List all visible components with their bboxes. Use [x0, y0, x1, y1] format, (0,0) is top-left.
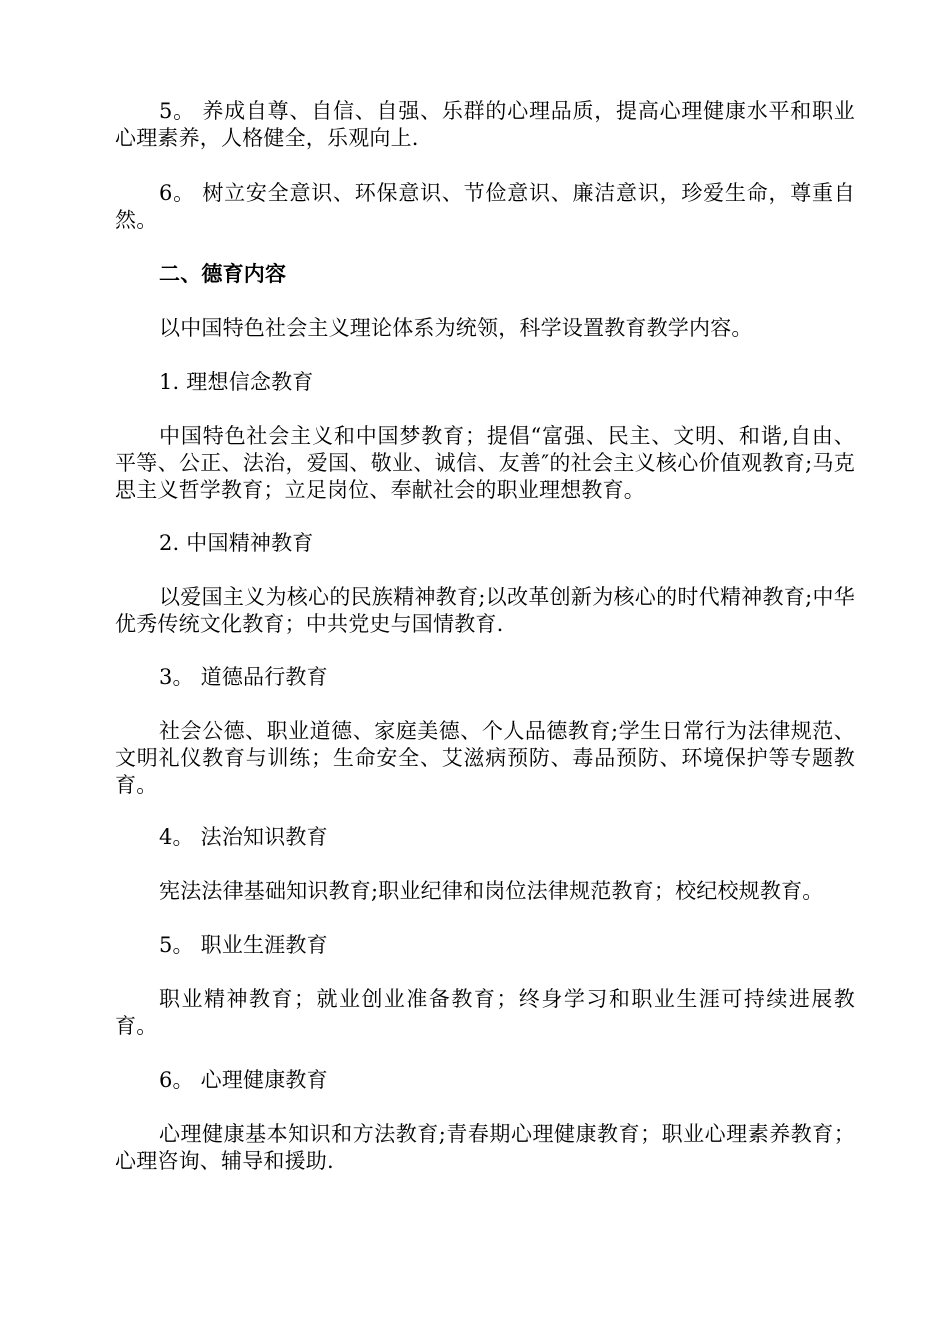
rule-of-law-paragraph: 宪法法律基础知识教育;职业纪律和岗位法律规范教育；校纪校规教育。 — [159, 879, 824, 903]
section-heading-moral-education-content: 二、德育内容 — [159, 262, 287, 286]
subheading-ideals-beliefs: 1. 理想信念教育 — [159, 370, 314, 394]
subheading-career: 5。 职业生涯教育 — [159, 933, 328, 957]
ideals-beliefs-paragraph: 中国特色社会主义和中国梦教育；提倡“富强、民主、文明、和谐,自由、平等、公正、法治，爱国、敬业、诚信、友善″的社会主义核心价值观教育;马克思主义哲学教育；立足岗位、奉献社会的职业理想教育。 — [115, 424, 855, 502]
career-paragraph: 职业精神教育；就业创业准备教育；终身学习和职业生涯可持续进展教育。 — [115, 987, 855, 1038]
objective-6-paragraph: 6。 树立安全意识、环保意识、节俭意识、廉洁意识，珍爱生命，尊重自然。 — [115, 181, 855, 232]
subheading-rule-of-law: 4。 法治知识教育 — [159, 825, 328, 849]
subheading-mental-health: 6。 心理健康教育 — [159, 1068, 328, 1092]
objective-5-paragraph: 5。 养成自尊、自信、自强、乐群的心理品质，提高心理健康水平和职业心理素养，人格健全，乐观向上. — [115, 99, 855, 150]
mental-health-paragraph: 心理健康基本知识和方法教育;青春期心理健康教育；职业心理素养教育；心理咨询、辅导和援助. — [115, 1122, 855, 1173]
subheading-moral-conduct: 3。 道德品行教育 — [159, 665, 328, 689]
section-intro-paragraph: 以中国特色社会主义理论体系为统领，科学设置教育教学内容。 — [159, 316, 753, 340]
chinese-spirit-paragraph: 以爱国主义为核心的民族精神教育;以改革创新为核心的时代精神教育;中华优秀传统文化教育；中共党史与国情教育. — [115, 585, 855, 636]
moral-conduct-paragraph: 社会公德、职业道德、家庭美德、个人品德教育;学生日常行为法律规范、文明礼仪教育与训练；生命安全、艾滋病预防、毒品预防、环境保护等专题教育。 — [115, 719, 855, 797]
subheading-chinese-spirit: 2. 中国精神教育 — [159, 531, 314, 555]
